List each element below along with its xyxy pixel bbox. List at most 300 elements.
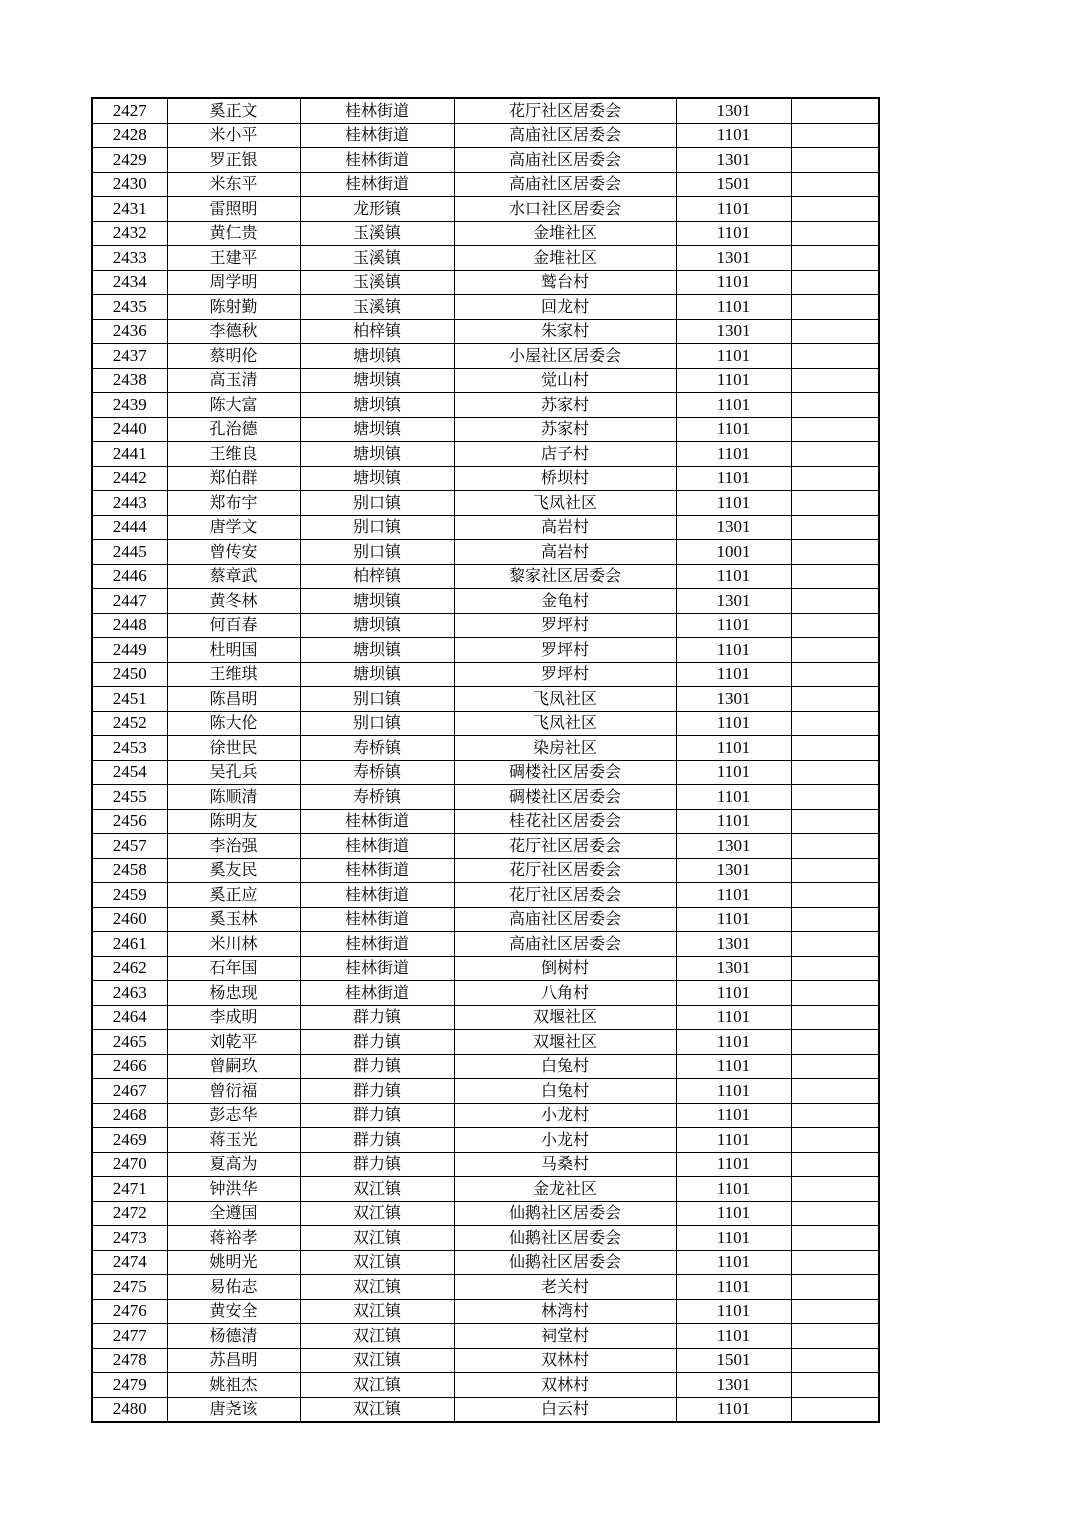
row-number-cell: 2442: [92, 466, 167, 491]
table-row: [92, 466, 879, 491]
blank-cell: [791, 956, 879, 981]
blank-cell: [791, 1397, 879, 1422]
community-cell: 小龙村: [454, 1128, 676, 1153]
row-number-cell: 2478: [92, 1348, 167, 1373]
table-row: [92, 344, 879, 369]
community-cell: 高庙社区居委会: [454, 148, 676, 173]
township-cell: 寿桥镇: [300, 736, 454, 761]
name-cell: 米东平: [167, 172, 300, 197]
community-cell: 双堰社区: [454, 1030, 676, 1055]
table-row: [92, 662, 879, 687]
row-number-cell: 2446: [92, 564, 167, 589]
community-cell: 水口社区居委会: [454, 197, 676, 222]
name-cell: 何百春: [167, 613, 300, 638]
community-cell: 花厅社区居委会: [454, 98, 676, 123]
code-cell: 1101: [676, 1201, 791, 1226]
table-row: [92, 491, 879, 516]
table-row: [92, 932, 879, 957]
community-cell: 高庙社区居委会: [454, 172, 676, 197]
table-row: [92, 515, 879, 540]
blank-cell: [791, 491, 879, 516]
blank-cell: [791, 662, 879, 687]
community-cell: 觉山村: [454, 368, 676, 393]
table-row: [92, 123, 879, 148]
row-number-cell: 2441: [92, 442, 167, 467]
township-cell: 桂林街道: [300, 148, 454, 173]
code-cell: 1101: [676, 613, 791, 638]
row-number-cell: 2471: [92, 1177, 167, 1202]
community-cell: 碉楼社区居委会: [454, 785, 676, 810]
table-row: [92, 148, 879, 173]
township-cell: 塘坝镇: [300, 466, 454, 491]
blank-cell: [791, 368, 879, 393]
code-cell: 1101: [676, 221, 791, 246]
name-cell: 郑布宇: [167, 491, 300, 516]
name-cell: 蒋玉光: [167, 1128, 300, 1153]
community-cell: 马桑村: [454, 1152, 676, 1177]
row-number-cell: 2434: [92, 270, 167, 295]
name-cell: 苏昌明: [167, 1348, 300, 1373]
township-cell: 桂林街道: [300, 907, 454, 932]
community-cell: 双林村: [454, 1373, 676, 1398]
records-table-body: [92, 98, 879, 1422]
code-cell: 1301: [676, 956, 791, 981]
township-cell: 双江镇: [300, 1177, 454, 1202]
table-row: [92, 368, 879, 393]
name-cell: 易佑志: [167, 1275, 300, 1300]
community-cell: 店子村: [454, 442, 676, 467]
table-row: [92, 711, 879, 736]
township-cell: 群力镇: [300, 1030, 454, 1055]
code-cell: 1101: [676, 1103, 791, 1128]
name-cell: 米川林: [167, 932, 300, 957]
community-cell: 白兔村: [454, 1054, 676, 1079]
township-cell: 玉溪镇: [300, 270, 454, 295]
row-number-cell: 2463: [92, 981, 167, 1006]
blank-cell: [791, 858, 879, 883]
code-cell: 1301: [676, 687, 791, 712]
table-row: [92, 638, 879, 663]
township-cell: 桂林街道: [300, 932, 454, 957]
township-cell: 塘坝镇: [300, 613, 454, 638]
code-cell: 1301: [676, 932, 791, 957]
blank-cell: [791, 1373, 879, 1398]
community-cell: 回龙村: [454, 295, 676, 320]
blank-cell: [791, 1079, 879, 1104]
table-row: [92, 883, 879, 908]
township-cell: 双江镇: [300, 1397, 454, 1422]
blank-cell: [791, 760, 879, 785]
table-row: [92, 1152, 879, 1177]
blank-cell: [791, 148, 879, 173]
table-row: [92, 1324, 879, 1349]
township-cell: 群力镇: [300, 1103, 454, 1128]
code-cell: 1101: [676, 344, 791, 369]
name-cell: 王维琪: [167, 662, 300, 687]
name-cell: 杨德清: [167, 1324, 300, 1349]
code-cell: 1101: [676, 809, 791, 834]
community-cell: 金龟村: [454, 589, 676, 614]
blank-cell: [791, 1152, 879, 1177]
township-cell: 桂林街道: [300, 883, 454, 908]
community-cell: 小龙村: [454, 1103, 676, 1128]
row-number-cell: 2475: [92, 1275, 167, 1300]
township-cell: 塘坝镇: [300, 417, 454, 442]
row-number-cell: 2469: [92, 1128, 167, 1153]
row-number-cell: 2440: [92, 417, 167, 442]
row-number-cell: 2458: [92, 858, 167, 883]
row-number-cell: 2459: [92, 883, 167, 908]
name-cell: 黄仁贵: [167, 221, 300, 246]
code-cell: 1001: [676, 540, 791, 565]
blank-cell: [791, 907, 879, 932]
table-row: [92, 417, 879, 442]
name-cell: 陈顺清: [167, 785, 300, 810]
township-cell: 双江镇: [300, 1226, 454, 1251]
table-row: [92, 1226, 879, 1251]
township-cell: 寿桥镇: [300, 760, 454, 785]
township-cell: 桂林街道: [300, 98, 454, 123]
table-row: [92, 246, 879, 271]
code-cell: 1101: [676, 907, 791, 932]
blank-cell: [791, 883, 879, 908]
row-number-cell: 2443: [92, 491, 167, 516]
township-cell: 塘坝镇: [300, 368, 454, 393]
name-cell: 黄冬林: [167, 589, 300, 614]
row-number-cell: 2461: [92, 932, 167, 957]
code-cell: 1101: [676, 442, 791, 467]
blank-cell: [791, 1226, 879, 1251]
table-row: [92, 1079, 879, 1104]
name-cell: 徐世民: [167, 736, 300, 761]
community-cell: 罗坪村: [454, 638, 676, 663]
township-cell: 群力镇: [300, 1152, 454, 1177]
name-cell: 唐尧该: [167, 1397, 300, 1422]
code-cell: 1101: [676, 1324, 791, 1349]
code-cell: 1101: [676, 981, 791, 1006]
community-cell: 高岩村: [454, 540, 676, 565]
table-row: [92, 1299, 879, 1324]
community-cell: 罗坪村: [454, 613, 676, 638]
row-number-cell: 2457: [92, 834, 167, 859]
table-row: [92, 1177, 879, 1202]
table-row: [92, 1250, 879, 1275]
blank-cell: [791, 1128, 879, 1153]
township-cell: 群力镇: [300, 1054, 454, 1079]
name-cell: 蔡章武: [167, 564, 300, 589]
row-number-cell: 2436: [92, 319, 167, 344]
blank-cell: [791, 540, 879, 565]
community-cell: 飞凤社区: [454, 711, 676, 736]
blank-cell: [791, 515, 879, 540]
community-cell: 仙鹅社区居委会: [454, 1201, 676, 1226]
row-number-cell: 2464: [92, 1005, 167, 1030]
blank-cell: [791, 1299, 879, 1324]
name-cell: 姚明光: [167, 1250, 300, 1275]
code-cell: 1101: [676, 1054, 791, 1079]
community-cell: 金堆社区: [454, 246, 676, 271]
name-cell: 周学明: [167, 270, 300, 295]
community-cell: 碉楼社区居委会: [454, 760, 676, 785]
blank-cell: [791, 1324, 879, 1349]
community-cell: 金龙社区: [454, 1177, 676, 1202]
blank-cell: [791, 1054, 879, 1079]
name-cell: 陈大伦: [167, 711, 300, 736]
code-cell: 1101: [676, 417, 791, 442]
row-number-cell: 2480: [92, 1397, 167, 1422]
name-cell: 孔治德: [167, 417, 300, 442]
table-row: [92, 1054, 879, 1079]
blank-cell: [791, 344, 879, 369]
row-number-cell: 2427: [92, 98, 167, 123]
blank-cell: [791, 1103, 879, 1128]
name-cell: 李成明: [167, 1005, 300, 1030]
code-cell: 1101: [676, 760, 791, 785]
township-cell: 双江镇: [300, 1324, 454, 1349]
row-number-cell: 2439: [92, 393, 167, 418]
community-cell: 高岩村: [454, 515, 676, 540]
row-number-cell: 2454: [92, 760, 167, 785]
code-cell: 1101: [676, 123, 791, 148]
table-row: [92, 1103, 879, 1128]
blank-cell: [791, 932, 879, 957]
records-table: [91, 97, 880, 1423]
name-cell: 李德秋: [167, 319, 300, 344]
blank-cell: [791, 1005, 879, 1030]
name-cell: 姚祖杰: [167, 1373, 300, 1398]
table-row: [92, 736, 879, 761]
township-cell: 桂林街道: [300, 981, 454, 1006]
code-cell: 1101: [676, 1128, 791, 1153]
blank-cell: [791, 1275, 879, 1300]
name-cell: 杨忠现: [167, 981, 300, 1006]
row-number-cell: 2473: [92, 1226, 167, 1251]
row-number-cell: 2444: [92, 515, 167, 540]
township-cell: 玉溪镇: [300, 295, 454, 320]
row-number-cell: 2453: [92, 736, 167, 761]
township-cell: 群力镇: [300, 1079, 454, 1104]
township-cell: 双江镇: [300, 1373, 454, 1398]
code-cell: 1101: [676, 368, 791, 393]
code-cell: 1301: [676, 1373, 791, 1398]
table-row: [92, 760, 879, 785]
blank-cell: [791, 270, 879, 295]
community-cell: 仙鹅社区居委会: [454, 1226, 676, 1251]
table-row: [92, 197, 879, 222]
code-cell: 1101: [676, 883, 791, 908]
name-cell: 刘乾平: [167, 1030, 300, 1055]
code-cell: 1101: [676, 564, 791, 589]
community-cell: 双堰社区: [454, 1005, 676, 1030]
code-cell: 1501: [676, 1348, 791, 1373]
row-number-cell: 2449: [92, 638, 167, 663]
name-cell: 米小平: [167, 123, 300, 148]
table-row: [92, 540, 879, 565]
blank-cell: [791, 295, 879, 320]
township-cell: 寿桥镇: [300, 785, 454, 810]
community-cell: 苏家村: [454, 417, 676, 442]
blank-cell: [791, 564, 879, 589]
name-cell: 钟洪华: [167, 1177, 300, 1202]
code-cell: 1101: [676, 270, 791, 295]
township-cell: 桂林街道: [300, 858, 454, 883]
blank-cell: [791, 613, 879, 638]
community-cell: 老关村: [454, 1275, 676, 1300]
township-cell: 桂林街道: [300, 834, 454, 859]
blank-cell: [791, 981, 879, 1006]
table-row: [92, 834, 879, 859]
township-cell: 塘坝镇: [300, 344, 454, 369]
row-number-cell: 2470: [92, 1152, 167, 1177]
blank-cell: [791, 834, 879, 859]
table-row: [92, 221, 879, 246]
code-cell: 1301: [676, 98, 791, 123]
community-cell: 花厅社区居委会: [454, 858, 676, 883]
community-cell: 花厅社区居委会: [454, 834, 676, 859]
name-cell: 曾衍福: [167, 1079, 300, 1104]
table-row: [92, 981, 879, 1006]
table-row: [92, 270, 879, 295]
code-cell: 1301: [676, 834, 791, 859]
township-cell: 桂林街道: [300, 809, 454, 834]
blank-cell: [791, 809, 879, 834]
table-row: [92, 172, 879, 197]
township-cell: 双江镇: [300, 1299, 454, 1324]
township-cell: 别口镇: [300, 491, 454, 516]
row-number-cell: 2428: [92, 123, 167, 148]
table-row: [92, 1005, 879, 1030]
table-row: [92, 858, 879, 883]
blank-cell: [791, 221, 879, 246]
blank-cell: [791, 1201, 879, 1226]
blank-cell: [791, 1030, 879, 1055]
code-cell: 1101: [676, 393, 791, 418]
township-cell: 双江镇: [300, 1348, 454, 1373]
blank-cell: [791, 1348, 879, 1373]
table-row: [92, 956, 879, 981]
name-cell: 雷照明: [167, 197, 300, 222]
name-cell: 陈明友: [167, 809, 300, 834]
row-number-cell: 2468: [92, 1103, 167, 1128]
row-number-cell: 2435: [92, 295, 167, 320]
name-cell: 彭志华: [167, 1103, 300, 1128]
row-number-cell: 2437: [92, 344, 167, 369]
community-cell: 飞凤社区: [454, 491, 676, 516]
blank-cell: [791, 711, 879, 736]
code-cell: 1101: [676, 662, 791, 687]
blank-cell: [791, 172, 879, 197]
table-row: [92, 907, 879, 932]
code-cell: 1101: [676, 466, 791, 491]
table-row: [92, 809, 879, 834]
table-row: [92, 1030, 879, 1055]
township-cell: 别口镇: [300, 687, 454, 712]
table-row: [92, 442, 879, 467]
row-number-cell: 2460: [92, 907, 167, 932]
row-number-cell: 2448: [92, 613, 167, 638]
row-number-cell: 2451: [92, 687, 167, 712]
community-cell: 高庙社区居委会: [454, 907, 676, 932]
code-cell: 1101: [676, 1275, 791, 1300]
table-row: [92, 785, 879, 810]
table-row: [92, 687, 879, 712]
township-cell: 玉溪镇: [300, 221, 454, 246]
community-cell: 倒树村: [454, 956, 676, 981]
blank-cell: [791, 123, 879, 148]
code-cell: 1101: [676, 638, 791, 663]
code-cell: 1101: [676, 1030, 791, 1055]
name-cell: 杜明国: [167, 638, 300, 663]
name-cell: 蔡明伦: [167, 344, 300, 369]
name-cell: 石年国: [167, 956, 300, 981]
community-cell: 罗坪村: [454, 662, 676, 687]
community-cell: 八角村: [454, 981, 676, 1006]
table-row: [92, 613, 879, 638]
community-cell: 鹫台村: [454, 270, 676, 295]
row-number-cell: 2456: [92, 809, 167, 834]
blank-cell: [791, 98, 879, 123]
township-cell: 群力镇: [300, 1005, 454, 1030]
row-number-cell: 2465: [92, 1030, 167, 1055]
blank-cell: [791, 736, 879, 761]
row-number-cell: 2452: [92, 711, 167, 736]
table-row: [92, 1275, 879, 1300]
community-cell: 黎家社区居委会: [454, 564, 676, 589]
blank-cell: [791, 687, 879, 712]
name-cell: 李治强: [167, 834, 300, 859]
name-cell: 王维良: [167, 442, 300, 467]
community-cell: 小屋社区居委会: [454, 344, 676, 369]
name-cell: 陈射勤: [167, 295, 300, 320]
community-cell: 飞凤社区: [454, 687, 676, 712]
row-number-cell: 2445: [92, 540, 167, 565]
row-number-cell: 2438: [92, 368, 167, 393]
township-cell: 别口镇: [300, 515, 454, 540]
name-cell: 蒋裕孝: [167, 1226, 300, 1251]
township-cell: 柏梓镇: [300, 319, 454, 344]
row-number-cell: 2474: [92, 1250, 167, 1275]
name-cell: 曾嗣玖: [167, 1054, 300, 1079]
name-cell: 陈大富: [167, 393, 300, 418]
row-number-cell: 2477: [92, 1324, 167, 1349]
name-cell: 奚友民: [167, 858, 300, 883]
row-number-cell: 2455: [92, 785, 167, 810]
row-number-cell: 2447: [92, 589, 167, 614]
blank-cell: [791, 246, 879, 271]
name-cell: 奚正文: [167, 98, 300, 123]
blank-cell: [791, 417, 879, 442]
row-number-cell: 2472: [92, 1201, 167, 1226]
code-cell: 1301: [676, 246, 791, 271]
table-row: [92, 1348, 879, 1373]
township-cell: 塘坝镇: [300, 442, 454, 467]
code-cell: 1101: [676, 1177, 791, 1202]
table-row: [92, 564, 879, 589]
code-cell: 1101: [676, 1299, 791, 1324]
row-number-cell: 2479: [92, 1373, 167, 1398]
name-cell: 吴孔兵: [167, 760, 300, 785]
name-cell: 夏高为: [167, 1152, 300, 1177]
table-row: [92, 98, 879, 123]
code-cell: 1101: [676, 1226, 791, 1251]
township-cell: 双江镇: [300, 1275, 454, 1300]
name-cell: 郑伯群: [167, 466, 300, 491]
township-cell: 双江镇: [300, 1250, 454, 1275]
community-cell: 双林村: [454, 1348, 676, 1373]
table-row: [92, 393, 879, 418]
township-cell: 别口镇: [300, 540, 454, 565]
code-cell: 1101: [676, 1079, 791, 1104]
